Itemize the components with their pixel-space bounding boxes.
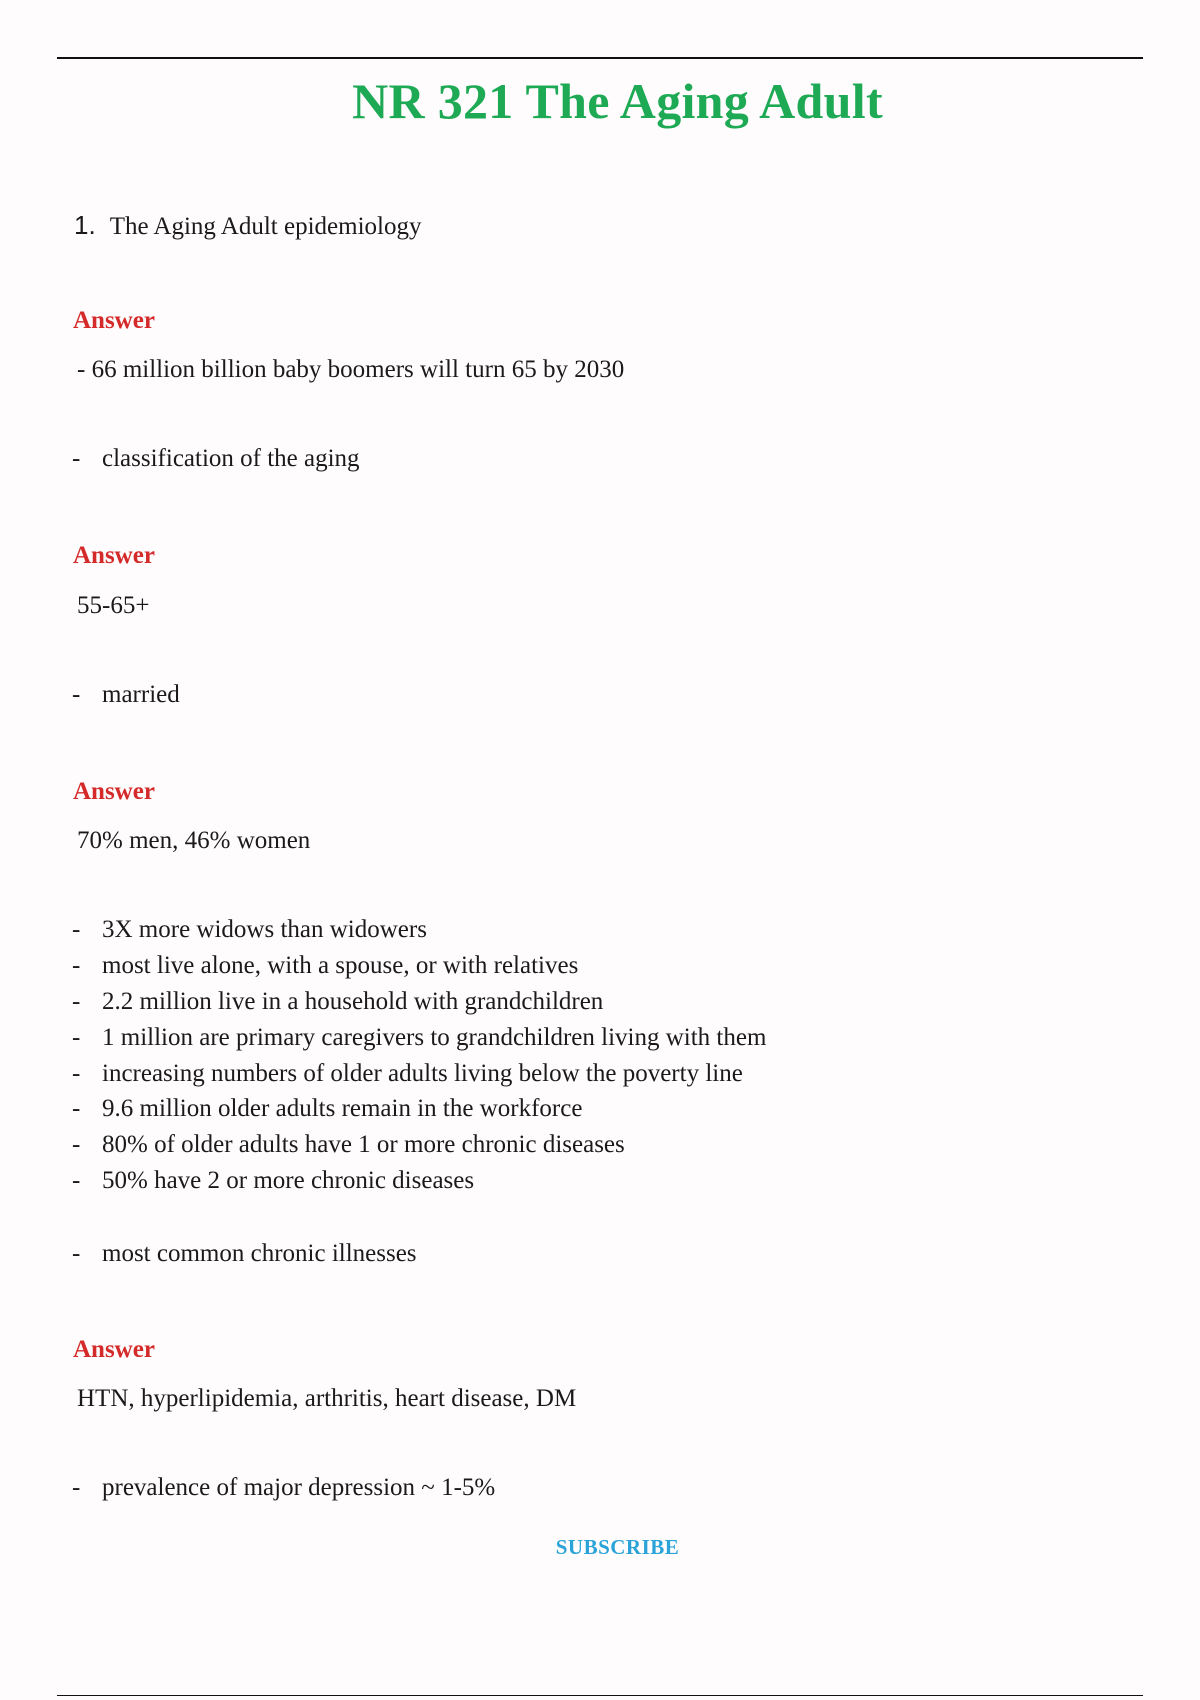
bullet-item: - 2.2 million live in a household with grandchildren: [72, 988, 604, 1015]
answer-text-2: 55-65+: [77, 592, 150, 619]
answer-label-2: Answer: [73, 542, 155, 569]
bullet-item: - 1 million are primary caregivers to grandchildren living with them: [72, 1024, 767, 1051]
bullet-item: - classification of the aging: [72, 445, 360, 472]
bullet-item: - 9.6 million older adults remain in the workforce: [72, 1095, 583, 1122]
bullet-item: - most common chronic illnesses: [72, 1240, 417, 1267]
question-number: 1.: [74, 210, 96, 240]
bullet-item: - 50% have 2 or more chronic diseases: [72, 1167, 475, 1194]
question-1: [74, 210, 421, 241]
subscribe-link[interactable]: SUBSCRIBE: [555, 1535, 680, 1559]
bullet-item: - married: [72, 681, 180, 708]
bullet-item: - 80% of older adults have 1 or more chronic diseases: [72, 1131, 625, 1158]
bullet-item: - most live alone, with a spouse, or with relatives: [72, 952, 579, 979]
bottom-rule: [57, 1695, 1143, 1696]
answer-text-4: HTN, hyperlipidemia, arthritis, heart disease, DM: [77, 1385, 577, 1412]
answer-text-3: 70% men, 46% women: [77, 827, 311, 854]
question-text: The Aging Adult epidemiology: [109, 213, 422, 240]
document-title: NR 321 The Aging Adult: [352, 73, 883, 129]
bullet-item: - 3X more widows than widowers: [72, 916, 427, 943]
bullet-item: - increasing numbers of older adults living below the poverty line: [72, 1060, 743, 1087]
top-rule: [57, 57, 1143, 59]
answer-label-1: Answer: [73, 307, 155, 334]
answer-text-1: - 66 million billion baby boomers will turn 65 by 2030: [77, 356, 625, 383]
answer-label-3: Answer: [73, 778, 155, 805]
answer-label-4: Answer: [73, 1336, 155, 1363]
bullet-item: - prevalence of major depression ~ 1-5%: [72, 1474, 496, 1501]
